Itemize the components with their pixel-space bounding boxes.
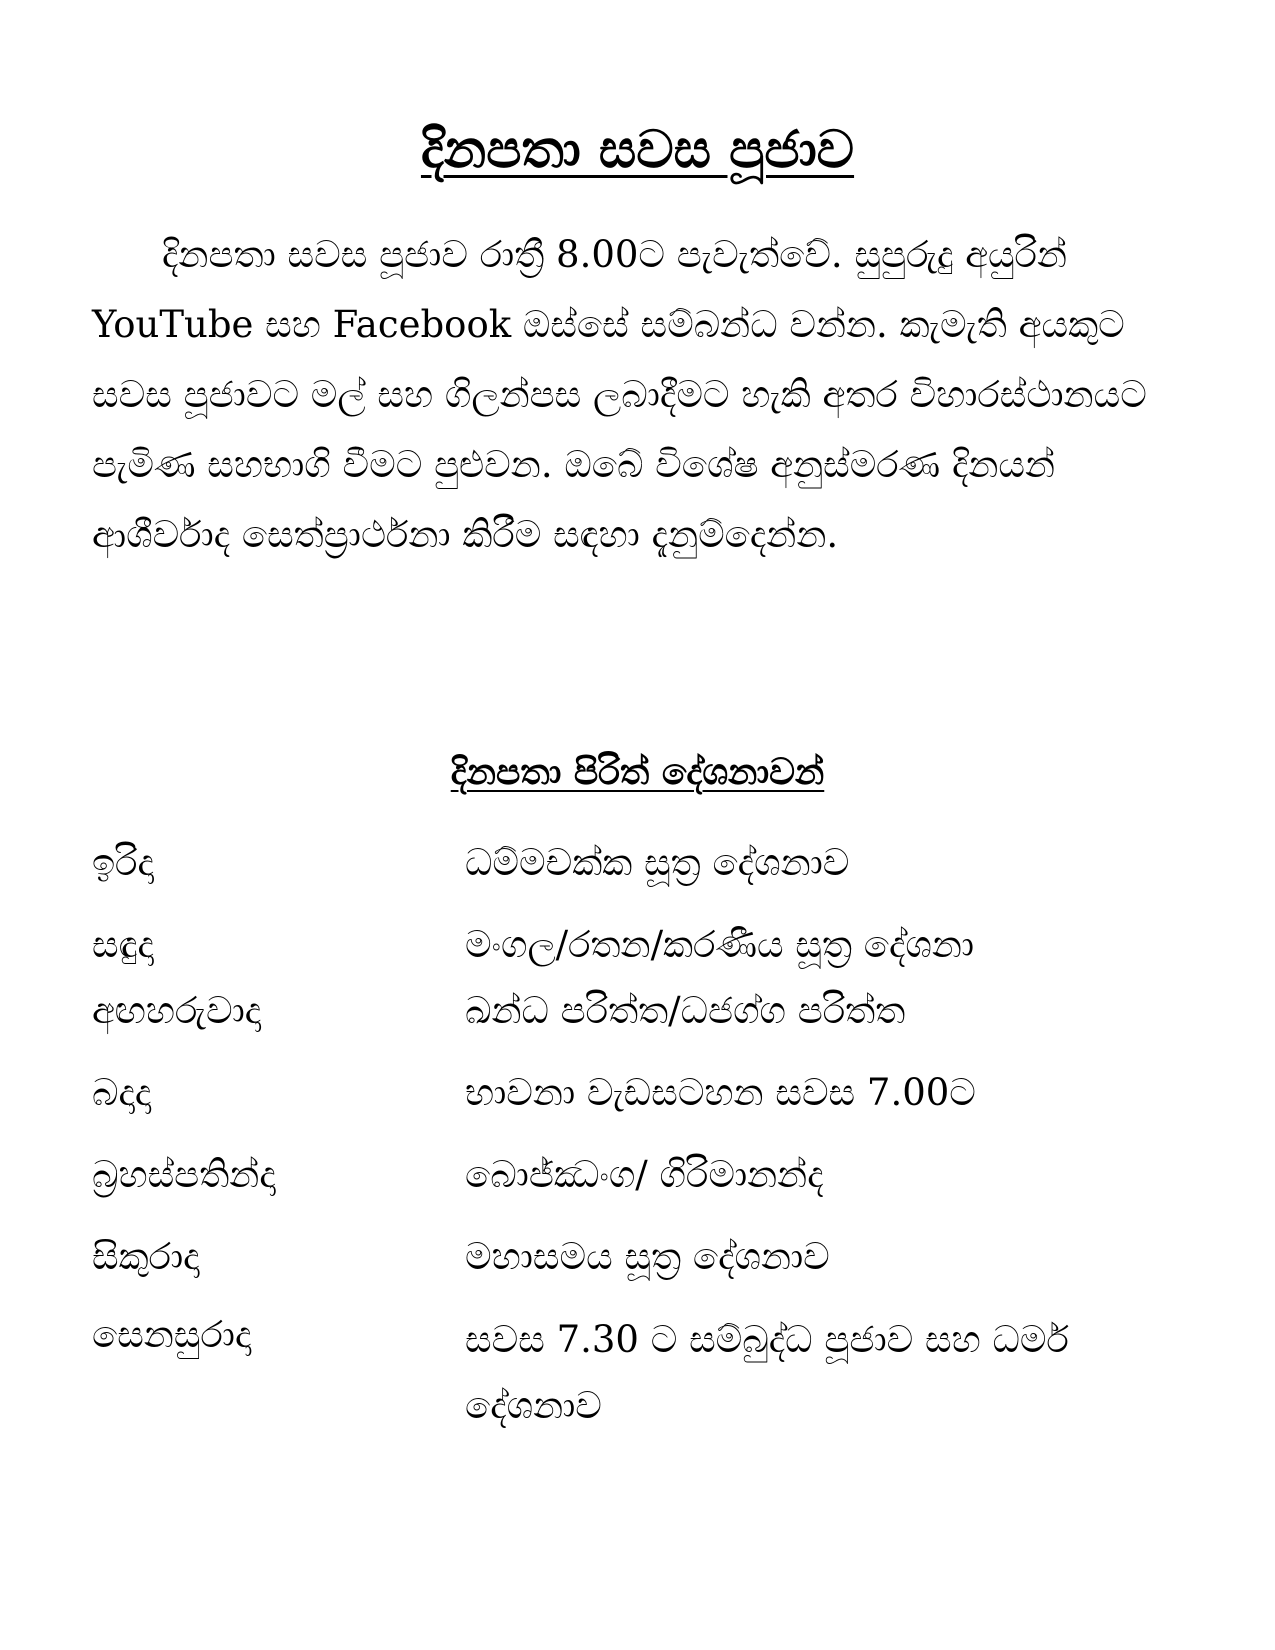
schedule-day: සිකුරාදා	[92, 1235, 200, 1278]
intro-paragraph: දිනපතා සවස පූජාව රාත්‍රී 8.00ට පැවැත්වේ. සුපුරුදු අයුරින් YouTube සහ Facebook ඔස්සේ සම්බන්ධ වන්න. කැමැති අයකුට සවස පූජාවට මල් සහ ගිලන්පස ලබාදීමට හැකි අතර විහාරස්ථානයට පැමිණ සහභාගි වීමට පුළුවන. ඔබේ විශේෂ අනුස්මරණ දිනයන් ආශීර්වාද සෙත්ප්‍රාර්ථනා කිරීම සඳහා දැනුම්දෙන්න.	[92, 233, 1147, 556]
schedule-description: මංගල/රතන/කරණීය සූත්‍ර දේශනා	[465, 923, 975, 966]
schedule-description: ඛන්ධ පරිත්ත/ධජග්ග පරිත්ත	[465, 989, 906, 1032]
schedule-day: ඉරිදා	[92, 841, 154, 884]
schedule-description: ධම්මචක්ක සූත්‍ර දේශනාව	[465, 841, 850, 884]
schedule-row-wednesday	[92, 1065, 1212, 1121]
schedule-description: භාවනා වැඩසටහන සවස 7.00ට	[465, 1071, 976, 1114]
schedule-row-friday	[92, 1229, 1212, 1285]
section-heading-text: දිනපතා පිරිත් දේශනාවන්	[450, 751, 825, 793]
schedule-day: බදාදා	[92, 1071, 152, 1114]
page-title-text: දිනපතා සවස පූජාව	[420, 119, 855, 180]
schedule-row-thursday	[92, 1147, 1212, 1203]
schedule-row-monday	[92, 917, 1212, 973]
schedule-description: බොජ්ඣංග/ ගිරිමානන්ද	[465, 1153, 824, 1196]
schedule-day: අඟහරුවාදා	[92, 989, 262, 1032]
schedule-day: සෙනසුරාදා	[92, 1313, 252, 1356]
schedule-description: මහාසමය සූත්‍ර දේශනාව	[465, 1235, 830, 1278]
schedule-row-tuesday	[92, 983, 1212, 1039]
section-heading	[0, 748, 1275, 796]
schedule-list	[92, 835, 1212, 1439]
schedule-row-saturday	[92, 1307, 1212, 1439]
schedule-description: සවස 7.30 ට සම්බුද්ධ පූජාව සහ ධර්ම දේශනාව	[465, 1318, 1069, 1427]
page-title	[0, 118, 1275, 182]
schedule-day: සඳුදා	[92, 923, 154, 966]
schedule-day: බ්‍රහස්පතින්දා	[92, 1153, 276, 1196]
schedule-row-sunday	[92, 835, 1212, 891]
